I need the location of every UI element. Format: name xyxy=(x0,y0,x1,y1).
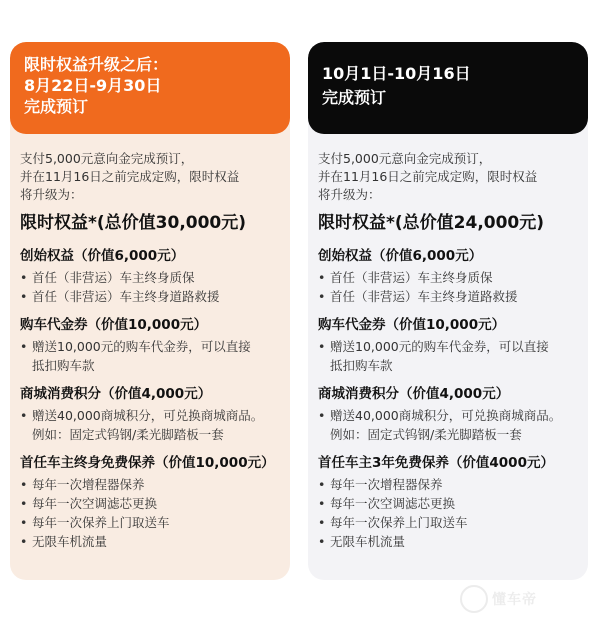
header-line: 限时权益升级之后： xyxy=(24,55,169,74)
list-item xyxy=(318,268,578,287)
intro-text xyxy=(318,150,578,204)
bullet-icon: • xyxy=(20,339,28,354)
list-item xyxy=(20,337,280,375)
section-title: 购车代金券（价值10,000元） xyxy=(318,317,506,333)
item-text: 赠送10,000元的购车代金券，可以直接 xyxy=(32,339,251,354)
section-title: 创始权益（价值6,000元） xyxy=(20,248,185,264)
benefit-section xyxy=(318,316,578,375)
item-text: 例如：固定式钨钢/柔光脚踏板一套 xyxy=(330,427,522,442)
list-item xyxy=(318,337,578,375)
benefit-section xyxy=(20,316,280,375)
bullet-icon: • xyxy=(318,270,326,285)
item-text: 首任（非营运）车主终身质保 xyxy=(330,270,493,285)
list-item xyxy=(20,268,280,287)
list-item xyxy=(318,513,578,532)
bullet-icon: • xyxy=(318,534,326,549)
header-line: 完成预订 xyxy=(322,88,387,107)
upgraded-offer-card xyxy=(10,42,290,580)
item-text: 首任（非营运）车主终身道路救援 xyxy=(32,289,220,304)
intro-line: 并在11月16日之前完成定购，限时权益 xyxy=(20,169,240,184)
total-value: 限时权益*(总价值24,000元) xyxy=(318,213,545,233)
list-item xyxy=(318,287,578,306)
list-item xyxy=(318,532,578,551)
list-item xyxy=(318,494,578,513)
section-title: 首任车主3年免费保养（价值4000元） xyxy=(318,455,554,471)
intro-line: 支付5,000元意向金完成预订， xyxy=(318,151,492,166)
list-item xyxy=(20,532,280,551)
header-line: 10月1日-10月16日 xyxy=(322,64,471,83)
item-text: 每年一次保养上门取送车 xyxy=(32,515,170,530)
benefit-section xyxy=(20,454,280,551)
item-text: 每年一次增程器保养 xyxy=(330,477,443,492)
item-text: 抵扣购车款 xyxy=(330,358,393,373)
bullet-icon: • xyxy=(318,477,326,492)
benefit-section xyxy=(318,454,578,551)
bullet-icon: • xyxy=(318,515,326,530)
benefit-section xyxy=(20,385,280,444)
header-line: 8月22日-9月30日 xyxy=(24,76,162,95)
bullet-icon: • xyxy=(20,496,28,511)
card-header xyxy=(308,42,588,134)
item-text: 每年一次增程器保养 xyxy=(32,477,145,492)
section-title: 创始权益（价值6,000元） xyxy=(318,248,483,264)
bullet-icon: • xyxy=(318,496,326,511)
item-text: 首任（非营运）车主终身质保 xyxy=(32,270,195,285)
list-item xyxy=(20,494,280,513)
list-item xyxy=(20,406,280,444)
intro-line: 支付5,000元意向金完成预订， xyxy=(20,151,194,166)
bullet-icon: • xyxy=(318,339,326,354)
list-item xyxy=(318,475,578,494)
benefit-section xyxy=(318,247,578,306)
bullet-icon: • xyxy=(318,289,326,304)
benefit-section xyxy=(20,247,280,306)
bullet-icon: • xyxy=(20,289,28,304)
intro-line: 将升级为： xyxy=(20,187,83,202)
list-item xyxy=(318,406,578,444)
item-text: 例如：固定式钨钢/柔光脚踏板一套 xyxy=(32,427,224,442)
item-text: 每年一次空调滤芯更换 xyxy=(330,496,456,511)
intro-line: 将升级为： xyxy=(318,187,381,202)
list-item xyxy=(20,513,280,532)
intro-line: 并在11月16日之前完成定购，限时权益 xyxy=(318,169,538,184)
card-header xyxy=(10,42,290,134)
item-text: 无限车机流量 xyxy=(32,534,108,549)
bullet-icon: • xyxy=(20,270,28,285)
item-text: 每年一次空调滤芯更换 xyxy=(32,496,158,511)
benefit-section xyxy=(318,385,578,444)
header-line: 完成预订 xyxy=(24,97,89,116)
bullet-icon: • xyxy=(20,534,28,549)
section-title: 商城消费积分（价值4,000元） xyxy=(318,386,510,402)
section-title: 商城消费积分（价值4,000元） xyxy=(20,386,212,402)
bullet-icon: • xyxy=(318,408,326,423)
card-body xyxy=(10,134,290,551)
early-offer-card xyxy=(308,42,588,580)
item-text: 首任（非营运）车主终身道路救援 xyxy=(330,289,518,304)
card-body xyxy=(308,134,588,551)
item-text: 无限车机流量 xyxy=(330,534,406,549)
item-text: 每年一次保养上门取送车 xyxy=(330,515,468,530)
item-text: 赠送40,000商城积分，可兑换商城商品。 xyxy=(330,408,562,423)
watermark xyxy=(460,584,590,614)
watermark-text: 懂车帝 xyxy=(492,592,537,608)
intro-text xyxy=(20,150,280,204)
bullet-icon: • xyxy=(20,477,28,492)
bullet-icon: • xyxy=(20,515,28,530)
bullet-icon: • xyxy=(20,408,28,423)
total-value: 限时权益*(总价值30,000元) xyxy=(20,213,247,233)
section-title: 首任车主终身免费保养（价值10,000元） xyxy=(20,455,275,471)
item-text: 赠送40,000商城积分，可兑换商城商品。 xyxy=(32,408,264,423)
watermark-logo-icon xyxy=(460,585,488,613)
item-text: 抵扣购车款 xyxy=(32,358,95,373)
section-title: 购车代金券（价值10,000元） xyxy=(20,317,208,333)
item-text: 赠送10,000元的购车代金券，可以直接 xyxy=(330,339,549,354)
list-item xyxy=(20,475,280,494)
list-item xyxy=(20,287,280,306)
